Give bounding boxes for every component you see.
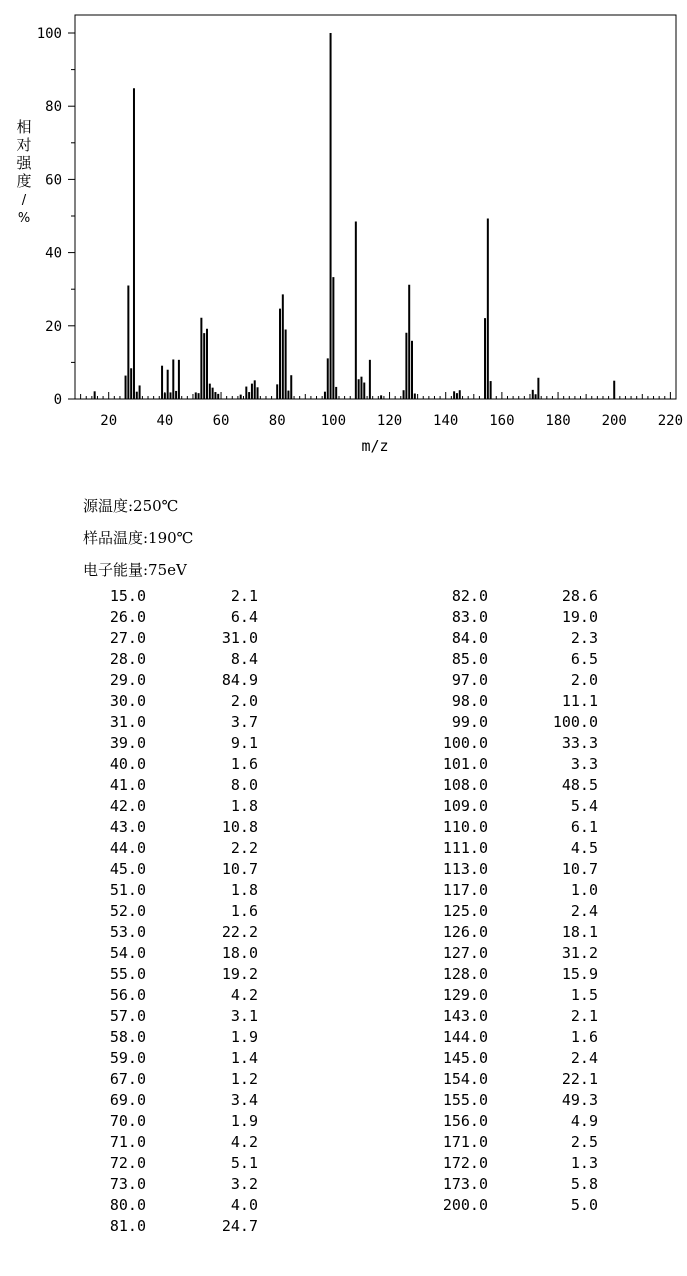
peak-mz: 129.0 — [442, 986, 488, 1004]
peak-mz: 58.0 — [109, 1028, 146, 1046]
peak-mz: 39.0 — [109, 734, 146, 752]
peak-mz: 171.0 — [442, 1133, 488, 1151]
peak-mz: 156.0 — [442, 1112, 488, 1130]
peak-abundance: 4.2 — [230, 1133, 258, 1151]
peak-abundance: 8.4 — [230, 650, 258, 668]
peak-mz: 28.0 — [109, 650, 146, 668]
peak-abundance: 5.1 — [230, 1154, 258, 1172]
peak-abundance: 48.5 — [561, 776, 598, 794]
peak-abundance: 2.0 — [570, 671, 598, 689]
x-tick-label: 180 — [545, 413, 571, 429]
peak-abundance: 19.0 — [561, 608, 598, 626]
peak-abundance: 100.0 — [552, 713, 598, 731]
x-tick-label: 220 — [657, 413, 684, 429]
peak-mz: 84.0 — [451, 629, 488, 647]
peak-abundance: 10.7 — [561, 860, 598, 878]
peak-abundance: 24.7 — [221, 1217, 258, 1235]
peak-abundance: 2.5 — [570, 1133, 598, 1151]
peak-mz: 109.0 — [442, 797, 488, 815]
peak-mz: 42.0 — [109, 797, 146, 815]
peak-abundance: 6.5 — [570, 650, 598, 668]
y-tick-label: 0 — [53, 392, 62, 408]
peak-mz: 57.0 — [109, 1007, 146, 1025]
peak-abundance: 49.3 — [561, 1091, 598, 1109]
x-axis-label: m/z — [361, 437, 389, 455]
peak-abundance: 2.0 — [230, 692, 258, 710]
peak-mz: 117.0 — [442, 881, 488, 899]
peak-mz: 31.0 — [109, 713, 146, 731]
y-tick-label: 60 — [45, 172, 62, 189]
peak-abundance: 19.2 — [221, 965, 258, 983]
peak-abundance: 1.6 — [230, 755, 258, 773]
peak-abundance: 6.4 — [230, 608, 258, 626]
x-tick-label: 200 — [601, 413, 627, 429]
electron-energy: 电子能量:75eV — [83, 561, 187, 579]
x-tick-label: 120 — [376, 413, 403, 429]
peak-abundance: 9.1 — [230, 734, 258, 752]
peak-abundance: 18.1 — [561, 923, 598, 941]
peak-abundance: 4.9 — [570, 1112, 598, 1130]
peak-abundance: 5.4 — [570, 797, 598, 815]
peak-abundance: 22.1 — [561, 1070, 598, 1088]
peak-mz: 29.0 — [109, 671, 146, 689]
peak-mz: 59.0 — [109, 1049, 146, 1067]
mass-spectrum-chart — [0, 0, 687, 470]
peak-mz: 98.0 — [451, 692, 488, 710]
peak-mz: 69.0 — [109, 1091, 146, 1109]
peak-abundance: 1.2 — [230, 1070, 258, 1088]
x-tick-label: 140 — [433, 413, 459, 429]
peak-abundance: 1.8 — [230, 797, 258, 815]
peak-abundance: 1.5 — [570, 986, 598, 1004]
peak-abundance: 1.6 — [570, 1028, 598, 1046]
peak-abundance: 2.4 — [570, 902, 598, 920]
peak-mz: 154.0 — [442, 1070, 488, 1088]
peak-abundance: 31.2 — [561, 944, 598, 962]
peak-mz: 173.0 — [442, 1175, 488, 1193]
peak-abundance: 3.2 — [230, 1175, 258, 1193]
peak-abundance: 1.9 — [230, 1112, 258, 1130]
peak-mz: 54.0 — [109, 944, 146, 962]
peak-mz: 55.0 — [109, 965, 146, 983]
peak-mz: 15.0 — [109, 587, 146, 605]
x-tick-label: 100 — [320, 413, 347, 429]
peak-mz: 41.0 — [109, 776, 146, 794]
peak-abundance: 2.1 — [230, 587, 258, 605]
peak-mz: 125.0 — [442, 902, 488, 920]
chart-peaks — [95, 33, 615, 399]
peak-mz: 101.0 — [442, 755, 488, 773]
x-tick-label: 20 — [100, 413, 118, 429]
peak-abundance: 5.0 — [570, 1196, 598, 1214]
peak-abundance: 1.9 — [230, 1028, 258, 1046]
peak-mz: 53.0 — [109, 923, 146, 941]
peak-mz: 97.0 — [451, 671, 488, 689]
peak-abundance: 3.3 — [570, 755, 598, 773]
peak-abundance: 1.8 — [230, 881, 258, 899]
peak-abundance: 2.2 — [230, 839, 258, 857]
peak-mz: 108.0 — [442, 776, 488, 794]
peak-abundance: 1.6 — [230, 902, 258, 920]
x-tick-label: 60 — [212, 413, 230, 429]
peak-mz: 52.0 — [109, 902, 146, 920]
peak-abundance: 5.8 — [570, 1175, 598, 1193]
peak-abundance: 10.8 — [221, 818, 258, 836]
peak-mz: 71.0 — [109, 1133, 146, 1151]
peak-abundance: 22.2 — [221, 923, 258, 941]
peak-abundance: 15.9 — [561, 965, 598, 983]
peak-mz: 85.0 — [451, 650, 488, 668]
peak-abundance: 4.5 — [570, 839, 598, 857]
peak-mz: 172.0 — [442, 1154, 488, 1172]
peak-mz: 73.0 — [109, 1175, 146, 1193]
y-axis-label: 相对强度/ % — [16, 118, 32, 226]
peak-abundance: 84.9 — [221, 671, 258, 689]
peak-mz: 126.0 — [442, 923, 488, 941]
peak-mz: 127.0 — [442, 944, 488, 962]
peak-mz: 43.0 — [109, 818, 146, 836]
peak-mz: 51.0 — [109, 881, 146, 899]
sample-temperature: 样品温度:190℃ — [83, 529, 194, 547]
peak-mz: 26.0 — [109, 608, 146, 626]
peak-mz: 81.0 — [109, 1217, 146, 1235]
peak-abundance: 3.7 — [230, 713, 258, 731]
x-tick-label: 160 — [489, 413, 515, 429]
peak-abundance: 8.0 — [230, 776, 258, 794]
peak-abundance: 6.1 — [570, 818, 598, 836]
peak-abundance: 3.1 — [230, 1007, 258, 1025]
y-tick-label: 40 — [45, 245, 62, 262]
peak-abundance: 18.0 — [221, 944, 258, 962]
peak-abundance: 10.7 — [221, 860, 258, 878]
peak-mz: 83.0 — [451, 608, 488, 626]
peak-mz: 40.0 — [109, 755, 146, 773]
peak-abundance: 2.1 — [570, 1007, 598, 1025]
peak-abundance: 33.3 — [561, 734, 598, 752]
peak-mz: 110.0 — [442, 818, 488, 836]
y-tick-label: 20 — [45, 318, 62, 335]
peak-mz: 80.0 — [109, 1196, 146, 1214]
peak-abundance: 4.2 — [230, 986, 258, 1004]
peak-mz: 144.0 — [442, 1028, 488, 1046]
peak-abundance: 2.4 — [570, 1049, 598, 1067]
peak-mz: 145.0 — [442, 1049, 488, 1067]
peak-abundance: 4.0 — [230, 1196, 258, 1214]
peak-mz: 72.0 — [109, 1154, 146, 1172]
peak-mz: 30.0 — [109, 692, 146, 710]
peak-mz: 99.0 — [451, 713, 488, 731]
peak-abundance: 31.0 — [221, 629, 258, 647]
peak-mz: 67.0 — [109, 1070, 146, 1088]
peak-mz: 155.0 — [442, 1091, 488, 1109]
peak-abundance: 1.4 — [230, 1049, 258, 1067]
x-tick-label: 80 — [268, 413, 286, 429]
peak-abundance: 2.3 — [570, 629, 598, 647]
peak-mz: 45.0 — [109, 860, 146, 878]
peak-mz: 200.0 — [442, 1196, 488, 1214]
peak-mz: 113.0 — [442, 860, 488, 878]
peak-abundance: 1.0 — [570, 881, 598, 899]
source-temperature: 源温度:250℃ — [83, 497, 179, 515]
y-tick-label: 100 — [36, 26, 62, 42]
peak-mz: 128.0 — [442, 965, 488, 983]
y-tick-label: 80 — [45, 99, 62, 116]
peak-mz: 143.0 — [442, 1007, 488, 1025]
peak-abundance: 3.4 — [230, 1091, 258, 1109]
peak-mz: 44.0 — [109, 839, 146, 857]
x-tick-label: 40 — [156, 413, 174, 429]
peak-mz: 111.0 — [442, 839, 488, 857]
peak-mz: 56.0 — [109, 986, 146, 1004]
peak-mz: 27.0 — [109, 629, 146, 647]
peak-mz: 82.0 — [451, 587, 488, 605]
peak-mz: 100.0 — [442, 734, 488, 752]
peak-mz: 70.0 — [109, 1112, 146, 1130]
peak-abundance: 11.1 — [561, 692, 598, 710]
plot-frame — [75, 15, 676, 399]
peak-abundance: 28.6 — [561, 587, 598, 605]
peak-abundance: 1.3 — [570, 1154, 598, 1172]
